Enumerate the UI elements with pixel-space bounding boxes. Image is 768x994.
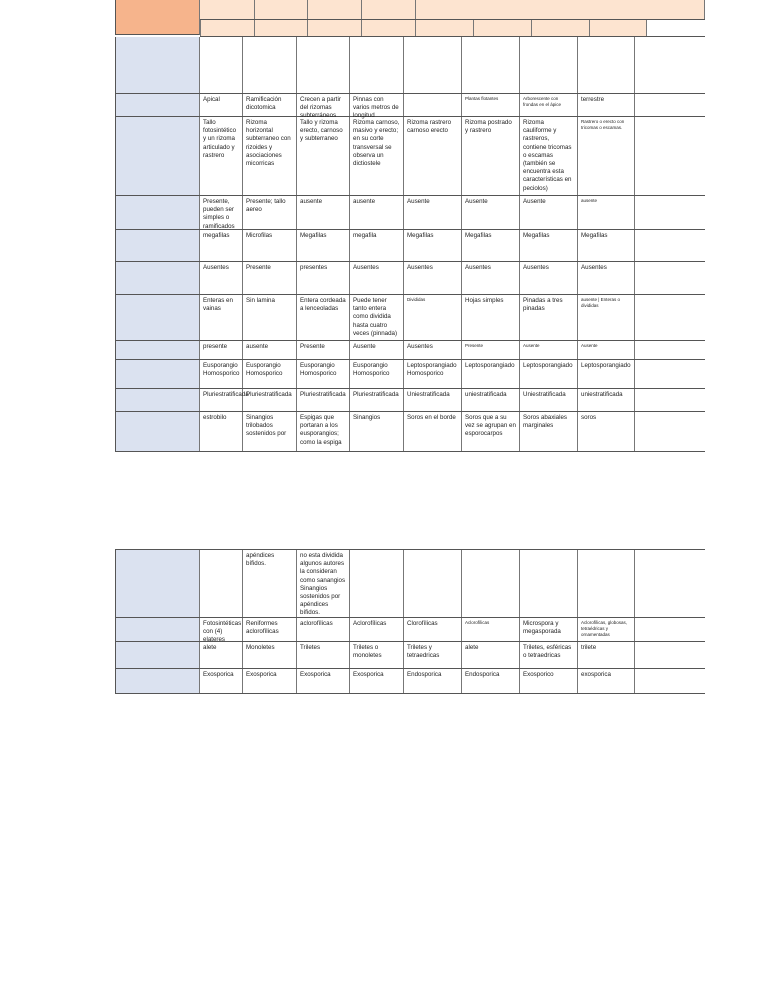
table-cell: Ausentes — [578, 262, 635, 294]
table-cell: Pinnas con varios metros de longitud — [350, 94, 404, 116]
table-cell: Exosporica — [350, 669, 404, 693]
table-row — [115, 295, 705, 341]
table-cell: Rizoma rastrero carnoso erecto — [404, 117, 462, 195]
table-cell: megafila — [350, 230, 404, 261]
table-cell: Sinangios — [350, 412, 404, 451]
row-label-cell — [115, 618, 200, 641]
row-label-cell — [115, 117, 200, 195]
table-row — [115, 117, 705, 196]
table-cell: Arborescente con frondas en el ápice — [520, 94, 578, 116]
table-2-body — [115, 549, 705, 694]
table-cell: presentes — [297, 262, 350, 294]
table-cell: Leptosporangiado — [578, 360, 635, 388]
table-cell: Leptosporangiado — [462, 360, 520, 388]
table-cell — [200, 37, 243, 93]
table-cell: Reniformes aclorofílicas — [243, 618, 297, 641]
table-cell — [578, 550, 635, 617]
subheader-cell — [308, 20, 362, 36]
subheader-cell — [590, 20, 647, 36]
table-cell: Ramificación dicotomica — [243, 94, 297, 116]
table-cell: ausente — [578, 196, 635, 229]
table-row — [115, 360, 705, 389]
table-row — [115, 642, 705, 669]
table-cell: Triletes, esféricas o tetraedricas — [520, 642, 578, 668]
table-cell: Endosporica — [404, 669, 462, 693]
table-row — [115, 618, 705, 642]
table-cell: Sinangios trilobados sostenidos por — [243, 412, 297, 451]
table-cell: alete — [200, 642, 243, 668]
table-cell: Ausente — [578, 341, 635, 359]
table-cell: Pluriestratificada — [297, 389, 350, 411]
table-cell: ausente — [350, 196, 404, 229]
table-cell: megafilas — [200, 230, 243, 261]
header-cell — [416, 0, 705, 19]
table-cell: ausente — [243, 341, 297, 359]
table-cell: Presente — [243, 262, 297, 294]
table-cell: Puede tener tanto entera como dividida hasta cuatro veces (pinnada) — [350, 295, 404, 340]
table-cell: Uniestratificada — [404, 389, 462, 411]
table-row — [115, 341, 705, 360]
table-cell: uniestratificada — [578, 389, 635, 411]
table-cell: Presente; tallo aereo — [243, 196, 297, 229]
table-cell: Sin lamina — [243, 295, 297, 340]
row-label-cell — [115, 360, 200, 388]
table-cell: Clorofílicas — [404, 618, 462, 641]
table-cell: Leptosporangiado — [520, 360, 578, 388]
table-row — [115, 412, 705, 452]
table-cell: Enteras en vainas — [200, 295, 243, 340]
table-cell: Crecen a partir del rizomas subterráneos — [297, 94, 350, 116]
row-label-cell — [115, 669, 200, 693]
table-row — [115, 262, 705, 295]
row-label-cell — [115, 550, 200, 617]
table-cell: Rizoma horizontal subterraneo con rizoides y asociaciones micorricas — [243, 117, 297, 195]
table-cell: Aclorofílicas — [350, 618, 404, 641]
table-cell: Hojas simples — [462, 295, 520, 340]
table-cell: Megafilas — [297, 230, 350, 261]
table-cell: Ausente — [520, 196, 578, 229]
table-cell: alete — [462, 642, 520, 668]
table-cell: Endosporica — [462, 669, 520, 693]
table-cell: Uniestratificada — [520, 389, 578, 411]
row-label-cell — [115, 230, 200, 261]
table-cell: Ausentes — [404, 262, 462, 294]
subheader-cell — [532, 20, 590, 36]
table-cell: Presente, pueden ser simples o ramificados — [200, 196, 243, 229]
table-cell — [520, 37, 578, 93]
table-cell: Rastrero o erecto con tricomas o escamas. — [578, 117, 635, 195]
table-cell: exosporica — [578, 669, 635, 693]
table-cell: Pluriestratificada — [350, 389, 404, 411]
row-label-cell — [115, 94, 200, 116]
table-cell: Rizoma cauliforme y rastreros, contiene tricomas o escamas (también se encuentra esta características en peciolos) — [520, 117, 578, 195]
header-corner — [115, 0, 200, 35]
table-cell: Ausente — [404, 196, 462, 229]
table-cell: Triletes — [297, 642, 350, 668]
table-cell: Pluriestratificada — [200, 389, 243, 411]
table-row — [115, 196, 705, 230]
table-cell — [404, 37, 462, 93]
table-cell: Exosporica — [200, 669, 243, 693]
subheader-cell — [474, 20, 532, 36]
table-row — [115, 230, 705, 262]
table-cell: Tallo y rizoma erecto, carnoso y subterraneo — [297, 117, 350, 195]
table-cell: Ausentes — [200, 262, 243, 294]
table-cell: Pluriestratificada — [243, 389, 297, 411]
table-cell — [404, 550, 462, 617]
table-row — [115, 389, 705, 412]
table-cell: Ausentes — [350, 262, 404, 294]
table-cell — [297, 37, 350, 93]
table-cell: Fotosintéticas con (4) elateres — [200, 618, 243, 641]
table-cell: Aclorofílicas, globosas, tetraédricas y ornamentadas — [578, 618, 635, 641]
table-cell: estrobilo — [200, 412, 243, 451]
table-cell: Plantas flotantes — [462, 94, 520, 116]
row-label-cell — [115, 295, 200, 340]
header-cell — [308, 0, 362, 19]
table-cell: apéndices bífidos. — [243, 550, 297, 617]
table-cell — [350, 550, 404, 617]
table-2 — [115, 549, 705, 694]
table-cell: Ausente — [462, 196, 520, 229]
header-cell — [362, 0, 416, 19]
header-cell — [200, 0, 255, 19]
table-cell — [200, 550, 243, 617]
row-label-cell — [115, 389, 200, 411]
table-row — [115, 550, 705, 618]
table-cell: Soros en el borde — [404, 412, 462, 451]
subheader-cell — [255, 20, 308, 36]
table-cell: Eusporangio Homosporico — [200, 360, 243, 388]
row-label-cell — [115, 642, 200, 668]
table-cell: aclorofílicas — [297, 618, 350, 641]
table-cell — [243, 37, 297, 93]
table-cell: Divididas — [404, 295, 462, 340]
table-cell: Triletes y tetraedricas — [404, 642, 462, 668]
table-cell: Ausentes — [462, 262, 520, 294]
row-label-cell — [115, 37, 200, 93]
subheader-cell — [362, 20, 416, 36]
table-cell: uniestratificada — [462, 389, 520, 411]
table-cell: Presente — [462, 341, 520, 359]
table-row — [115, 0, 705, 20]
table-cell — [350, 37, 404, 93]
table-cell: soros — [578, 412, 635, 451]
table-cell — [462, 550, 520, 617]
table-cell: Exosporico — [520, 669, 578, 693]
table-cell: Entera cordeada a lenceoladas — [297, 295, 350, 340]
table-1-body — [115, 37, 705, 452]
header-cell — [255, 0, 308, 19]
table-cell: Leptosporangiado Homosporico — [404, 360, 462, 388]
table-cell: trilete — [578, 642, 635, 668]
table-cell: Eusporangio Homosporico — [350, 360, 404, 388]
table-cell — [520, 550, 578, 617]
table-row — [200, 20, 705, 37]
row-label-cell — [115, 262, 200, 294]
table-cell: ausente | Enteras o divididas — [578, 295, 635, 340]
table-cell: terrestre — [578, 94, 635, 116]
table-cell: Exosporica — [297, 669, 350, 693]
table-cell: Microspora y megasporada — [520, 618, 578, 641]
table-cell: Rizoma postrado y rastrero — [462, 117, 520, 195]
table-cell: Tallo fotosintético y un rizoma articulado y rastrero — [200, 117, 243, 195]
table-cell: presente — [200, 341, 243, 359]
table-cell: Ausente — [520, 341, 578, 359]
table-cell: Ausentes — [404, 341, 462, 359]
row-label-cell — [115, 196, 200, 229]
table-row — [115, 94, 705, 120]
table-cell: Megafilas — [404, 230, 462, 261]
table-row — [115, 37, 705, 94]
table-cell: Eusporangio Homosporico — [297, 360, 350, 388]
table-cell: Ausentes — [520, 262, 578, 294]
table-cell: Microfilas — [243, 230, 297, 261]
table-cell: Eusporangio Homosporico — [243, 360, 297, 388]
table-cell — [462, 37, 520, 93]
table-cell: Soros abaxiales marginales — [520, 412, 578, 451]
table-cell: Megafilas — [578, 230, 635, 261]
row-label-cell — [115, 341, 200, 359]
table-cell: Exosporica — [243, 669, 297, 693]
table-cell: Apical — [200, 94, 243, 116]
table-cell: Triletes o monoletes — [350, 642, 404, 668]
table-cell: Aclorofílicas — [462, 618, 520, 641]
table-cell: Soros que a su vez se agrupan en esporocarpos — [462, 412, 520, 451]
table-cell: Pinadas a tres pinadas — [520, 295, 578, 340]
table-cell: ausente — [297, 196, 350, 229]
table-cell: Megafilas — [520, 230, 578, 261]
row-label-cell — [115, 412, 200, 451]
subheader-cell — [416, 20, 474, 36]
table-row — [115, 669, 705, 694]
table-cell — [578, 37, 635, 93]
table-cell: Megafilas — [462, 230, 520, 261]
table-cell: Espigas que portaran a los eusporangios; como la espiga — [297, 412, 350, 451]
table-cell: no esta dividida algunos autores la consideran como sanangios Sinangios sostenidos por apéndices bífidos. — [297, 550, 350, 617]
table-cell: Ausente — [350, 341, 404, 359]
table-cell — [404, 94, 462, 116]
table-cell: Monoletes — [243, 642, 297, 668]
table-cell: Presente — [297, 341, 350, 359]
subheader-cell — [200, 20, 255, 36]
table-1 — [115, 0, 705, 452]
table-cell: Rizoma carnoso, masivo y erecto; en su corte transversal se observa un dictiostele — [350, 117, 404, 195]
